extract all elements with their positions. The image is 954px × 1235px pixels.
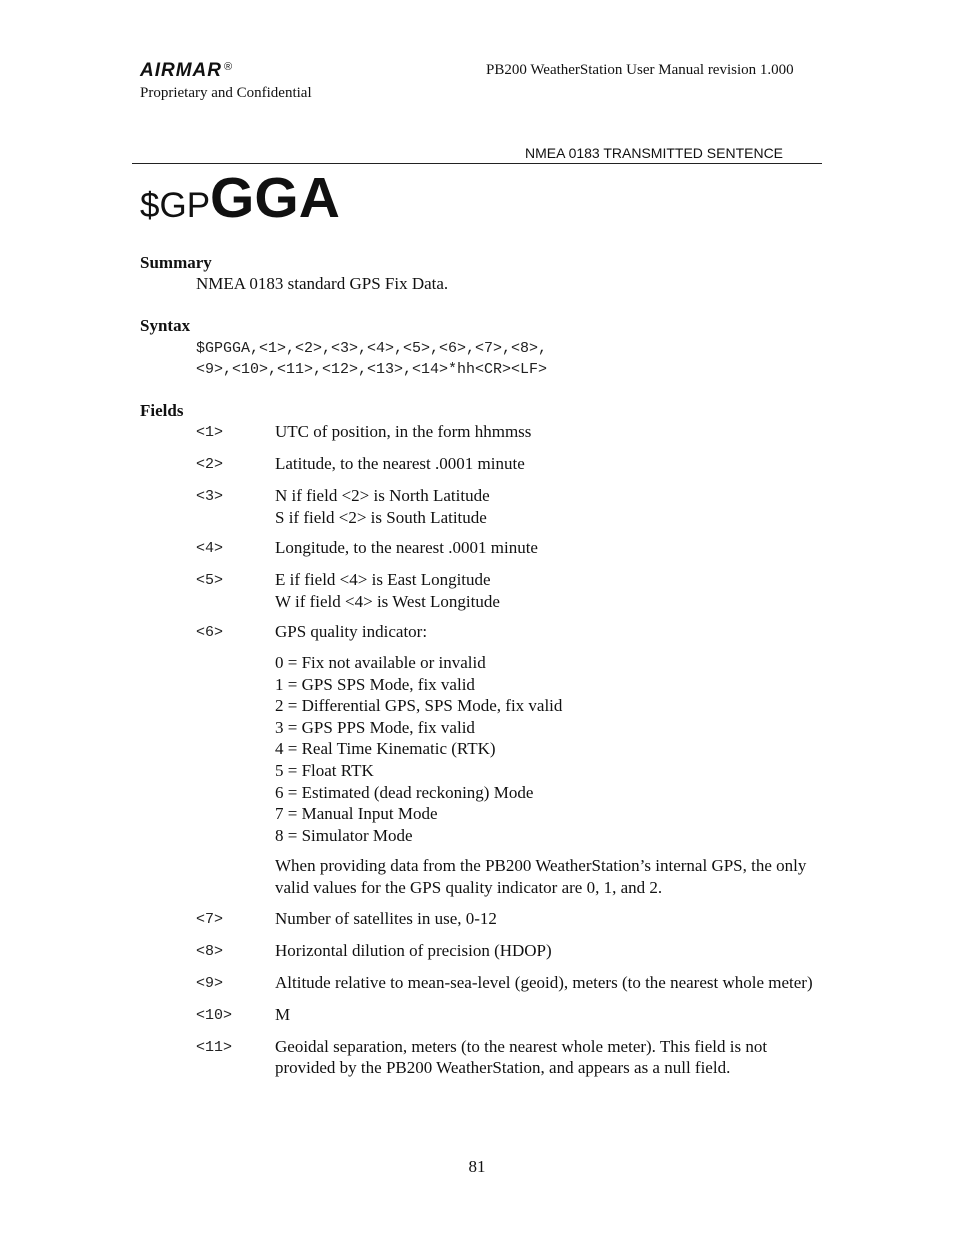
field-code: <7> [196, 910, 224, 928]
field-description [275, 421, 826, 444]
field-row [196, 537, 826, 560]
title-prefix: $GP [140, 186, 211, 225]
field-row [196, 453, 826, 476]
field-code: <8> [196, 942, 224, 960]
summary-text: NMEA 0183 standard GPS Fix Data. [196, 274, 449, 293]
field-row [196, 1036, 826, 1079]
field-code: <2> [196, 456, 224, 473]
quality-option: 8 = Simulator Mode [275, 825, 413, 845]
manual-title: PB200 WeatherStation User Manual revision 1.000 [486, 62, 794, 78]
title-main: GGA [210, 166, 340, 230]
page-number: 81 [468, 1157, 486, 1176]
field-code: <9> [196, 974, 224, 992]
syntax-line-1: $GPGGA,<1>,<2>,<3>,<4>,<5>,<6>,<7>,<8>, [196, 340, 548, 357]
field-description-line: Number of satellites in use, 0-12 [275, 908, 497, 928]
field-description-line: Altitude relative to mean-sea-level (geoid), meters (to the nearest whole meter) [275, 972, 813, 992]
proprietary-label: Proprietary and Confidential [140, 85, 312, 101]
field-description-line: Longitude, to the nearest .0001 minute [275, 538, 538, 558]
field-description [275, 1036, 826, 1079]
header-rule [132, 163, 822, 164]
quality-option: 4 = Real Time Kinematic (RTK) [275, 739, 496, 759]
summary-heading: Summary [140, 253, 212, 272]
brand-logo [140, 56, 312, 82]
field-description-line: N if field <2> is North Latitude [275, 486, 490, 505]
section-label: NMEA 0183 TRANSMITTED SENTENCE [525, 145, 784, 161]
quality-option: 5 = Float RTK [275, 760, 374, 780]
fields-list [196, 421, 826, 1088]
field-row [196, 972, 826, 995]
field-row [196, 569, 826, 612]
field-description [275, 569, 826, 612]
registered-mark: ® [224, 61, 234, 73]
quality-options [275, 652, 826, 846]
field-description [275, 972, 826, 995]
field-description-line: Geoidal separation, meters (to the nearest whole meter). This field is not provided by the PB200 WeatherStation, and appears as a null field. [275, 1036, 768, 1078]
field-row [196, 908, 826, 931]
field-description-line: Horizontal dilution of precision (HDOP) [275, 940, 552, 960]
syntax-line-2: <9>,<10>,<11>,<12>,<13>,<14>*hh<CR><LF> [196, 361, 548, 378]
quality-option: 6 = Estimated (dead reckoning) Mode [275, 782, 534, 802]
field-row [196, 421, 826, 444]
field-code: <1> [196, 424, 224, 441]
fields-heading: Fields [140, 401, 184, 420]
field-description [275, 1004, 826, 1027]
quality-option: 2 = Differential GPS, SPS Mode, fix valid [275, 696, 563, 716]
field-description [275, 940, 826, 963]
field-description [275, 453, 826, 476]
field-description-line: M [275, 1004, 291, 1024]
field-description-line: S if field <2> is South Latitude [275, 507, 487, 527]
field-row [196, 1004, 826, 1027]
field-code: <5> [196, 572, 224, 590]
quality-option: 1 = GPS SPS Mode, fix valid [275, 674, 475, 694]
field-description [275, 621, 826, 898]
field-description-line: Latitude, to the nearest .0001 minute [275, 454, 525, 473]
field-description-line: W if field <4> is West Longitude [275, 591, 500, 611]
header-left [140, 56, 312, 102]
syntax-heading: Syntax [140, 316, 191, 335]
field-description-line: E if field <4> is East Longitude [275, 570, 491, 590]
field-code: <11> [196, 1038, 233, 1056]
field-code: <4> [196, 540, 224, 558]
field-code: <3> [196, 488, 224, 505]
field-description [275, 537, 826, 560]
quality-option: 0 = Fix not available or invalid [275, 652, 486, 672]
field-code: <6> [196, 624, 224, 642]
field-row [196, 485, 826, 528]
brand-name: AIRMAR [140, 60, 222, 81]
field-row [196, 940, 826, 963]
quality-option: 7 = Manual Input Mode [275, 804, 438, 824]
quality-option: 3 = GPS PPS Mode, fix valid [275, 717, 475, 737]
page-title [140, 166, 340, 245]
field-note: When providing data from the PB200 WeatherStation’s internal GPS, the only valid values for the GPS quality indicator are 0, 1, and 2. [275, 856, 807, 897]
field-code: <10> [196, 1006, 233, 1024]
field-description [275, 908, 826, 931]
field-description [275, 485, 826, 528]
field-description-line: UTC of position, in the form hhmmss [275, 422, 532, 441]
field-description-line: GPS quality indicator: [275, 622, 428, 642]
field-row [196, 621, 826, 898]
